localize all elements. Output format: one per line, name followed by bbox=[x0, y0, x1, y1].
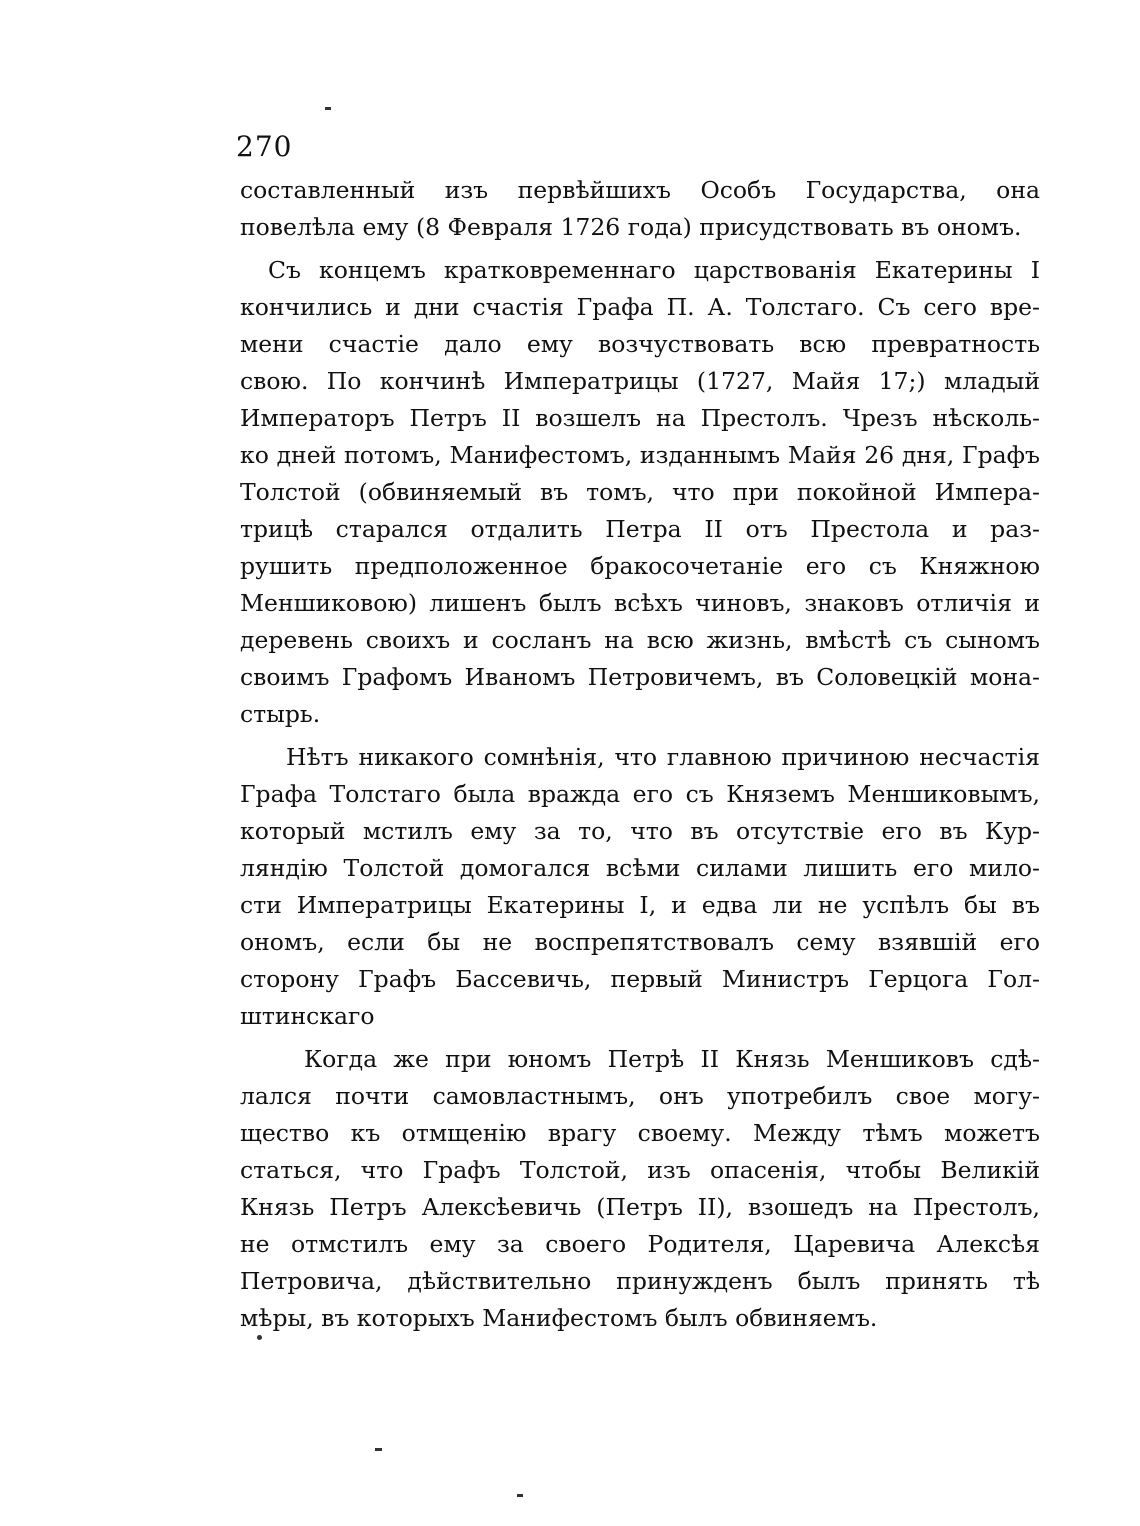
paragraph-3 bbox=[240, 739, 1040, 1035]
text-line: стырь. bbox=[240, 700, 321, 728]
paragraph-4 bbox=[240, 1041, 1040, 1337]
text-line: рушить предположенное бракосочетаніе его съ Княжною bbox=[240, 552, 1040, 580]
text-line: статься, что Графъ Толстой, изъ опасенія, чтобы Великій bbox=[240, 1156, 1040, 1184]
paragraph-1 bbox=[240, 172, 1040, 246]
text-line: трицѣ старался отдалить Петра II отъ Престола и раз- bbox=[240, 515, 1040, 543]
text-line: сторону Графъ Бассевичь, первый Министръ Герцога Гол- bbox=[240, 965, 1040, 993]
text-line: штинскаго bbox=[240, 1002, 375, 1030]
text-line: ко дней потомъ, Манифестомъ, изданнымъ Майя 26 дня, Графъ bbox=[240, 441, 1040, 469]
text-line: сти Императрицы Екатерины I, и едва ли не успѣлъ бы въ bbox=[240, 891, 1040, 919]
text-line: мѣры, въ которыхъ Манифестомъ былъ обвиняемъ. bbox=[240, 1304, 878, 1332]
text-line: Петровича, дѣйствительно принужденъ былъ принять тѣ bbox=[240, 1267, 1040, 1295]
text-line: ляндію Толстой домогался всѣми силами лишить его мило- bbox=[240, 854, 1040, 882]
text-line: Нѣтъ никакого сомнѣнія, что главною причиною несчастія bbox=[286, 743, 1040, 771]
print-speck bbox=[375, 1448, 382, 1451]
text-line: Князь Петръ Алексѣевичь (Петръ II), взошедъ на Престолъ, bbox=[240, 1193, 1040, 1221]
text-line: мени счастіе дало ему возчуствовать всю превратность bbox=[240, 330, 1040, 358]
page-number: 270 bbox=[236, 130, 293, 163]
text-line: Когда же при юномъ Петрѣ II Князь Меншиковъ сдѣ- bbox=[304, 1045, 1040, 1073]
text-line: Съ концемъ кратковременнаго царствованія Екатерины I bbox=[268, 256, 1040, 284]
body-text bbox=[240, 172, 1040, 1337]
print-speck bbox=[517, 1494, 523, 1497]
text-line: ономъ, если бы не воспрепятствовалъ сему взявшій его bbox=[240, 928, 1040, 956]
print-speck bbox=[325, 107, 331, 110]
text-line: Графа Толстаго была вражда его съ Княземъ Меншиковымъ, bbox=[240, 780, 1040, 808]
text-line: кончились и дни счастія Графа П. А. Толстаго. Съ сего вре- bbox=[240, 293, 1040, 321]
text-line: деревень своихъ и сосланъ на всю жизнь, вмѣстѣ съ сыномъ bbox=[240, 626, 1040, 654]
text-line: не отмстилъ ему за своего Родителя, Царевича Алексѣя bbox=[240, 1230, 1040, 1258]
text-line: своимъ Графомъ Иваномъ Петровичемъ, въ Соловецкій мона- bbox=[240, 663, 1040, 691]
text-line: свою. По кончинѣ Императрицы (1727, Майя 17;) младый bbox=[240, 367, 1040, 395]
text-line: лался почти самовластнымъ, онъ употребилъ свое могу- bbox=[240, 1082, 1040, 1110]
text-line: Императоръ Петръ II возшелъ на Престолъ. Чрезъ нѣсколь- bbox=[240, 404, 1040, 432]
text-line: составленный изъ первѣйшихъ Особъ Государства, она bbox=[240, 176, 1040, 204]
text-line: щество къ отмщенію врагу своему. Между тѣмъ можетъ bbox=[240, 1119, 1040, 1147]
text-line: Толстой (обвиняемый въ томъ, что при покойной Импера- bbox=[240, 478, 1040, 506]
text-line: Меншиковою) лишенъ былъ всѣхъ чиновъ, знаковъ отличія и bbox=[240, 589, 1040, 617]
text-line: повелѣла ему (8 Февраля 1726 года) присудствовать въ ономъ. bbox=[240, 213, 1022, 241]
text-line: который мстилъ ему за то, что въ отсутствіе его въ Кур- bbox=[240, 817, 1040, 845]
paragraph-2 bbox=[240, 252, 1040, 733]
